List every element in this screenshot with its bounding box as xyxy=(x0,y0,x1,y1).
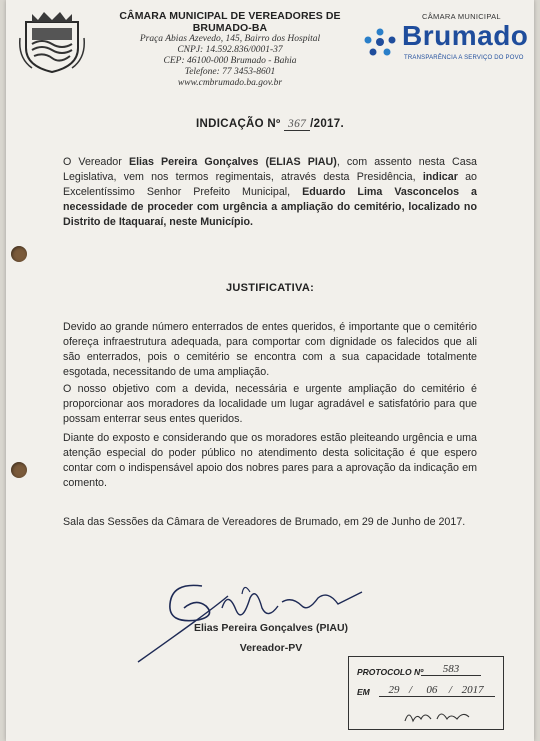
intro-request: Eduardo Lima Vasconcelos a necessidade de proceder com urgência a ampliação do cemitério, localizado no Distrito de Itaquaraí, neste Município. xyxy=(63,186,477,228)
justification-paragraph-1: Devido ao grande número enterrados de entes queridos, é importante que o cemitério ofereça infraestrutura adequada, para comportar com dignidade os falecidos que ali são enterrados, pois o cemitério se encontra com a sua capacidade totalmente esgotada, necessitando de uma ampliação. xyxy=(63,321,477,378)
date-label: EM xyxy=(357,687,370,697)
logo-top-text: CÂMARA MUNICIPAL xyxy=(422,12,501,21)
justification-paragraph-2: O nosso objetivo com a devida, necessária e urgente ampliação do cemitério é proporcionar aos moradores da localidade um lugar agradável e satisfatório para que possam enterrar seus entes queridos. xyxy=(63,383,477,425)
title-suffix: /2017. xyxy=(310,118,344,130)
title-prefix: INDICAÇÃO Nº xyxy=(196,118,281,130)
signatory-role: Vereador-PV xyxy=(239,642,303,654)
municipal-crest-icon xyxy=(18,8,86,74)
justification-paragraph-3: Diante do exposto e considerando que os moradores estão pleiteando urgência e uma atenção especial do poder público no atendimento desta solicitação é que espero contar com o indispensável apoio dos nobres pares para a aprovação da indicação em comento. xyxy=(63,432,477,489)
logo-tagline: TRANSPARÊNCIA A SERVIÇO DO POVO xyxy=(404,55,524,61)
institution-cnpj: CNPJ: 14.592.836/0001-37 xyxy=(177,45,283,55)
signatory-block xyxy=(156,622,386,654)
intro-text-1: O Vereador xyxy=(63,156,129,168)
people-cluster-icon xyxy=(362,26,398,58)
document-title xyxy=(6,118,534,130)
institution-website: www.cmbrumado.ba.gov.br xyxy=(177,78,283,88)
date-day: 29 xyxy=(388,684,400,696)
protocol-label: PROTOCOLO Nº xyxy=(357,667,424,677)
intro-paragraph xyxy=(63,155,477,230)
date-year: 2017 xyxy=(461,684,484,696)
institution-address: Praça Abias Azevedo, 145, Bairro dos Hospital xyxy=(139,34,321,44)
institution-phone: Telefone: 77 3453-8601 xyxy=(184,67,276,77)
institution-cep: CEP: 46100-000 Brumado - Bahia xyxy=(163,56,297,66)
justification-heading: JUSTIFICATIVA: xyxy=(225,282,315,294)
intro-text-2: , com assento nesta Casa Legislativa, vem nos termos regimentais, através desta Presidência, xyxy=(63,156,477,183)
punch-hole-top xyxy=(11,246,27,262)
institution-name: CÂMARA MUNICIPAL DE VEREADORES DE BRUMADO-BA xyxy=(119,10,341,34)
institution-header xyxy=(90,10,370,89)
brumado-logo xyxy=(358,12,534,64)
intro-verb: indicar xyxy=(422,171,458,183)
indication-number: 367 xyxy=(284,118,310,131)
intro-councillor-name: Elias Pereira Gonçalves (ELIAS PIAU) xyxy=(128,156,337,168)
intro-text-3: ao Excelentíssimo Senhor Prefeito Municipal, xyxy=(63,171,478,198)
date-month: 06 xyxy=(426,684,438,696)
punch-hole-bottom xyxy=(11,462,27,478)
signatory-name: Elias Pereira Gonçalves (PIAU) xyxy=(193,622,349,634)
document-page xyxy=(6,0,534,741)
protocol-number: 583 xyxy=(421,663,481,676)
closing-line: Sala das Sessões da Câmara de Vereadores de Brumado, em 29 de Junho de 2017. xyxy=(63,516,466,528)
logo-name: Brumado xyxy=(402,20,529,51)
receiver-signature xyxy=(403,707,473,725)
protocol-stamp xyxy=(348,656,504,730)
protocol-date: 29 / 06 / 2017 xyxy=(379,684,495,697)
